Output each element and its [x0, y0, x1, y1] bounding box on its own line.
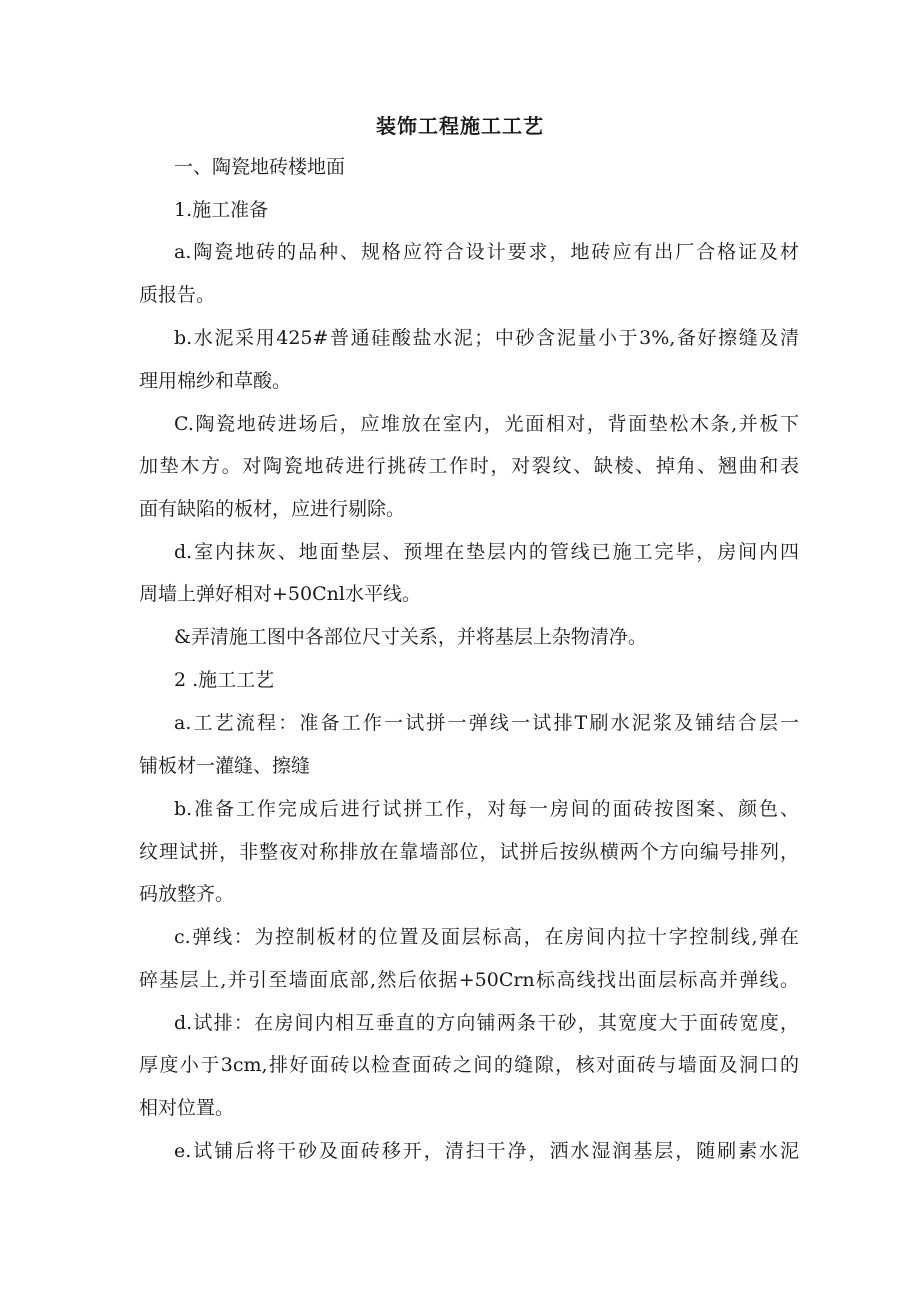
paragraph-line: 面有缺陷的板材，应进行剔除。: [139, 498, 406, 520]
paragraph-line: a.陶瓷地砖的品种、规格应符合设计要求，地砖应有出厂合格证及材: [174, 241, 799, 263]
paragraph-line: 周墙上弹好相对+50Cnl水平线。: [139, 583, 421, 605]
paragraph-line: 码放整齐。: [139, 883, 235, 905]
paragraph-line: d.室内抹灰、地面垫层、预埋在垫层内的管线已施工完毕，房间内四: [174, 541, 799, 563]
paragraph-line: a.工艺流程：准备工作一试拼一弹线一试排T刷水泥浆及铺结合层一: [174, 712, 799, 734]
paragraph-line: 碎基层上,并引至墙面底部,然后依据+50Crn标高线找出面层标高并弹线。: [139, 969, 799, 991]
paragraph-line: 厚度小于3cm,排好面砖以检查面砖之间的缝隙，核对面砖与墙面及洞口的: [139, 1054, 799, 1076]
section-heading: 一、陶瓷地砖楼地面: [174, 156, 346, 178]
paragraph-line: 相对位置。: [139, 1097, 235, 1119]
paragraph-line: &弄清施工图中各部位尺寸关系，并将基层上杂物清净。: [174, 626, 647, 648]
paragraph-line: C.陶瓷地砖进场后，应堆放在室内，光面相对，背面垫松木条,并板下: [174, 413, 799, 435]
subsection-heading-prep: 1.施工准备: [174, 199, 269, 221]
paragraph-line: b.水泥采用425#普通硅酸盐水泥；中砂含泥量小于3%,备好擦缝及清: [174, 327, 799, 349]
paragraph-line: 加垫木方。对陶瓷地砖进行挑砖工作时，对裂纹、缺棱、掉角、翘曲和表: [139, 455, 799, 477]
paragraph-line: b.准备工作完成后进行试拼工作，对每一房间的面砖按图案、颜色、: [174, 798, 799, 820]
paragraph-line: 纹理试拼，非整夜对称排放在靠墙部位，试拼后按纵横两个方向编号排列，: [139, 841, 799, 863]
paragraph-line: 理用棉纱和草酸。: [139, 370, 292, 392]
paragraph-line: 质报告。: [139, 284, 216, 306]
document-title: 装饰工程施工工艺: [376, 114, 544, 138]
paragraph-line: c.弹线：为控制板材的位置及面层标高，在房间内拉十字控制线,弹在: [174, 926, 799, 948]
paragraph-line: d.试排：在房间内相互垂直的方向铺两条干砂，其宽度大于面砖宽度，: [174, 1012, 799, 1034]
paragraph-line: e.试铺后将干砂及面砖移开，清扫干净，洒水湿润基层，随刷素水泥: [174, 1140, 799, 1162]
paragraph-line: 铺板材一灌缝、擦缝: [139, 755, 311, 777]
subsection-heading-process: 2 .施工工艺: [174, 669, 275, 691]
